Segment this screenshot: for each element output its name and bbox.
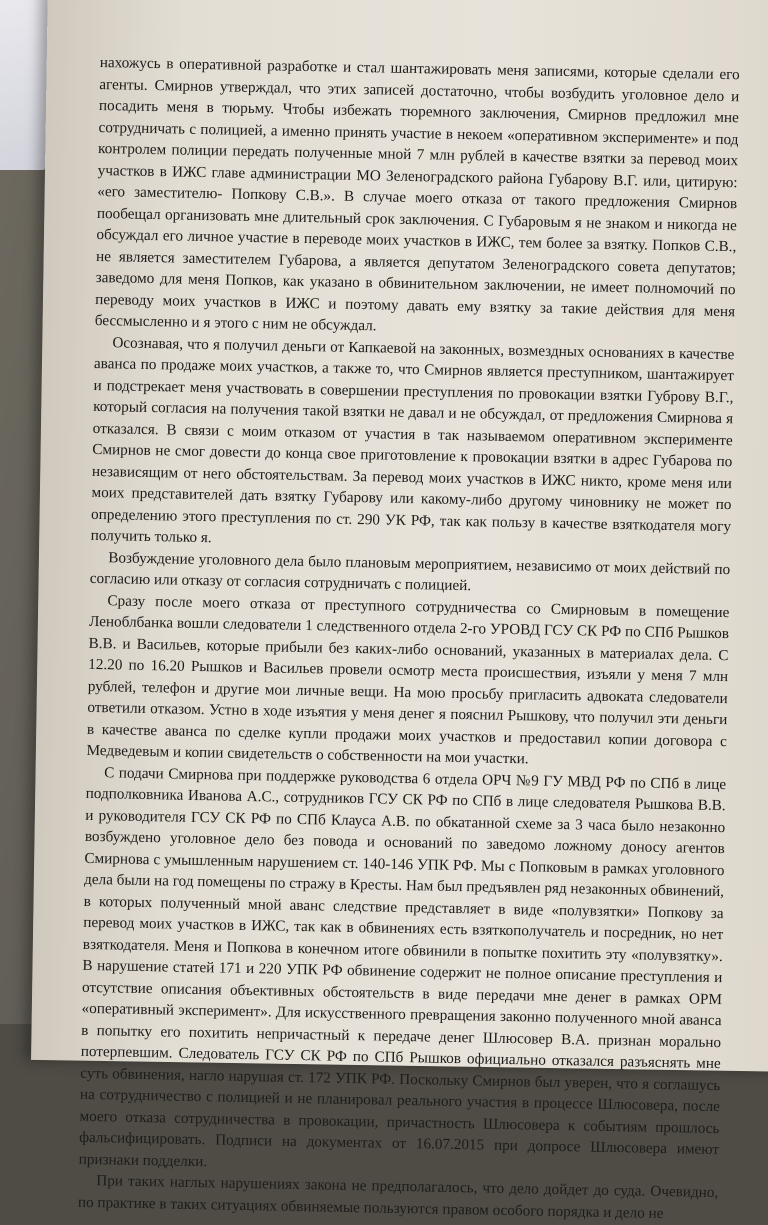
paragraph-5: С подачи Смирнова при поддержке руководства 6 отдела ОРЧ №9 ГУ МВД РФ по СПб в лице подполковника Иванова А.С., сотрудников ГСУ СК РФ по СПб в лице следователя Рышкова В.В. и руководителя ГСУ СК РФ по СПб Клауса А.В. по обкатанной схеме за 3 часа было незаконно возбуждено уголовное дело без повода и оснований по заведомо ложному доносу агентов Смирнова с умышленным нарушением ст. 140-146 УПК РФ. Мы с Попковым в рамках уголовного дела были на год помещены по стражу в Кресты. Нам был предъявлен ряд незаконных обвинений, в которых полученный мной аванс следствие представляет в виде «полувзятки» Попкову за перевод моих участков в ИЖС, так как в обвинениях есть взяткополучатель и посредник, но нет взяткодателя. Меня и Попкова в конечном итоге обвинили в попытке похитить эту «полувзятку». В нарушение статей 171 и 220 УПК РФ обвинение содержит не полное описание преступления и отсутствие описания объективных обстоятельств в виде передачи мне денег в рамках ОРМ «оперативный эксперимент». Для искусственного превращения законно полученного мной аванса в попытку его похитить непричастный к передаче денег Шлюсовер В.А. признан морально потерпевшим. Следователь ГСУ СК РФ по СПб Рышков официально отказался разъяснять мне суть обвинения, нагло нарушая ст. 172 УПК РФ. Поскольку Смирнов был уверен, что я соглашусь на сотрудничество с полицией и не планировал реального участия в процессе Шлюсовера, после моего отказа сотрудничества в провокации, причастность Шлюсовера к событиям прошлось фальсифицировать. Подписи на документах от 16.07.2015 при допросе Шлюсовера имеют признаки подделки. (78, 763, 727, 1170)
document-text (78, 52, 740, 1225)
paragraph-2: Осознавая, что я получил деньги от Капкаевой на законных, возмездных основаниях в качестве аванса по продаже моих участков, а также то, что Смирнов является преступником, шантажирует и подстрекает меня участвовать в совершении преступления по провокации взятки Губрову В.Г., который согласия на получения такой взятки не давал и не обсуждал, от предложения Смирнова я отказался. В связи с моим отказом от участия в так называемом оперативном эксперименте Смирнов не смог довести до конца свое приготовление к провокации взятки в адрес Губарова по независящим от него обстоятельствам. За перевод моих участков в ИЖС никто, кроме меня или моих представителей дать взятку Губарову или какому-либо другому чиновнику не может по определению этого преступления по ст. 290 УК РФ, так как пользу в качестве взяткодателя могу получить только я. (90, 333, 735, 547)
paragraph-3: Возбуждение уголовного дела было плановым мероприятием, независимо от моих действий по согласию или отказу от согласия сотрудничать с полицией. (89, 548, 731, 595)
paragraph-6: При таких наглых нарушениях закона не предполагалось, что дело дойдет до суда. Очевидно, по практике в таких ситуациях обвиняемые пользуются правом особого порядка и дело не (77, 1172, 719, 1222)
paragraph-4: Сразу после моего отказа от преступного сотрудничества со Смирновым в помещение Леноблбанка вошли следователи 1 следственного отдела 2-го УРОВД ГСУ СК РФ по СПб Рышков В.В. и Васильев, которые прибыли без каких-либо оснований, указанных в материалах дела. С 12.20 по 16.20 Рышков и Васильев провели осмотр места происшествия, изъяли у меня 7 млн рублей, телефон и другие мои личные вещи. На мою просьбу пригласить адвоката следователи ответили отказом. Устно в ходе изъятия у меня денег я пояснил Рышкову, что получил эти деньги в качестве аванса по сделке купли продажи моих участков и предоставил копии договора с Медведевым и копии свидетельств о собственности на мои участки. (86, 591, 730, 768)
paragraph-1: нахожусь в оперативной разработке и стал шантажировать меня записями, которые сделали его агенты. Смирнов утверждал, что этих записей достаточно, чтобы возбудить уголовное дело и посадить меня в тюрьму. Чтобы избежать тюремного заключения, Смирнов предложил мне сотрудничать с полицией, а именно принять участие в некоем «оперативном эксперименте» и под контролем полиции передать полученные мной 7 млн рублей в качестве взятки за перевод моих участков в ИЖС главе администрации МО Зеленоградского района Губарову В.Г. или, цитирую: «его заместителю- Попкову С.В.». В случае моего отказа от такого предложения Смирнов пообещал организовать мне длительный срок заключения. С Губаровым я не знаком и никогда не обсуждал его личное участие в переводе моих участков в ИЖС, тем более за взятку. Попков С.В., не является заместителем Губарова, а является депутатом Зеленоградского совета депутатов; заведомо для меня Попков, как указано в обвинительном заключении, не имеет полномочий по переводу моих участков в ИЖС и поэтому давать ему взятку за такие действия для меня бессмысленно и я этого с ним не обсуждал. (94, 53, 740, 335)
